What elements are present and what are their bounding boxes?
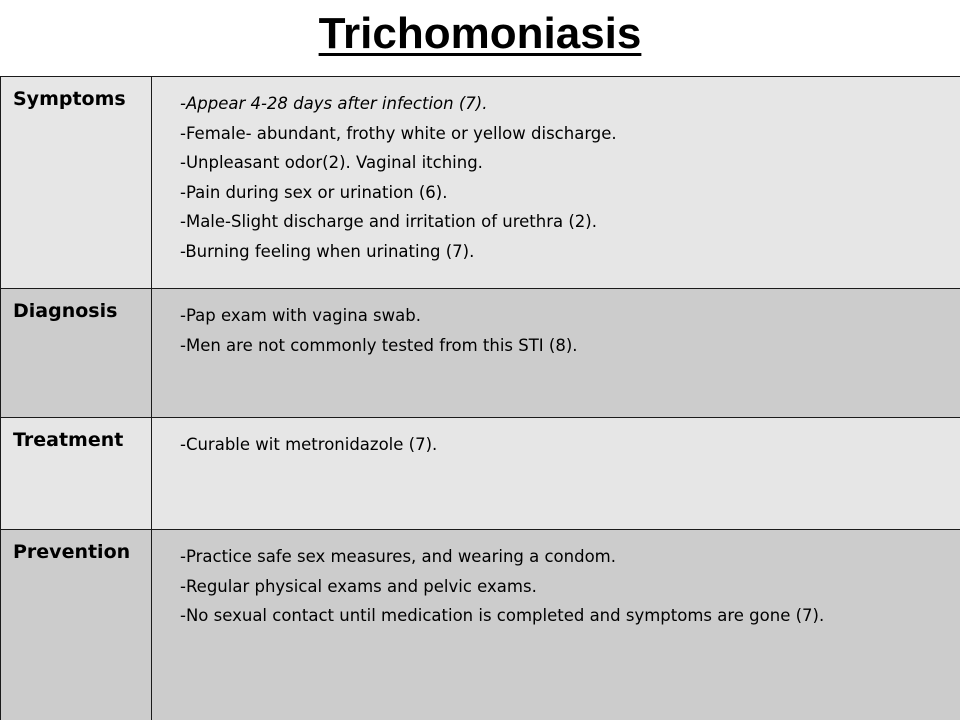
table-row-treatment [1,418,960,530]
row-label-cell [1,289,152,418]
content-line: -No sexual contact until medication is completed and symptoms are gone (7). [180,606,825,625]
row-content-cell [152,289,960,418]
content-line: -Appear 4-28 days after infection (7). [180,94,488,113]
info-table [0,76,960,720]
content-line: -Men are not commonly tested from this STI (8). [180,335,578,355]
row-label-cell [1,530,152,720]
treatment-content [152,418,960,460]
row-content-cell [152,77,960,289]
content-line: -Practice safe sex measures, and wearing a condom. [180,547,616,566]
slide-title: Trichomoniasis [318,9,642,58]
content-line: -Burning feeling when urinating (7). [180,241,475,261]
diagnosis-content [152,289,960,360]
table-row-diagnosis [1,289,960,418]
symptoms-content [152,77,960,266]
content-line: -Pap exam with vagina swab. [180,306,421,325]
content-line: -Curable wit metronidazole (7). [180,435,438,454]
row-label-cell [1,418,152,530]
content-line: -Unpleasant odor(2). Vaginal itching. [180,153,483,172]
table-row-symptoms [1,77,960,289]
row-label-prevention: Prevention [13,541,131,563]
row-label-cell [1,77,152,289]
table-row-prevention [1,530,960,720]
content-line: -Regular physical exams and pelvic exams. [180,576,537,596]
row-content-cell [152,418,960,530]
content-line: -Female- abundant, frothy white or yellow discharge. [180,123,617,143]
content-line: -Male-Slight discharge and irritation of urethra (2). [180,212,597,231]
prevention-content [152,530,960,631]
row-label-symptoms: Symptoms [13,88,126,110]
row-content-cell [152,530,960,720]
content-line: -Pain during sex or urination (6). [180,182,448,202]
row-label-treatment: Treatment [13,429,124,451]
row-label-diagnosis: Diagnosis [13,300,118,322]
